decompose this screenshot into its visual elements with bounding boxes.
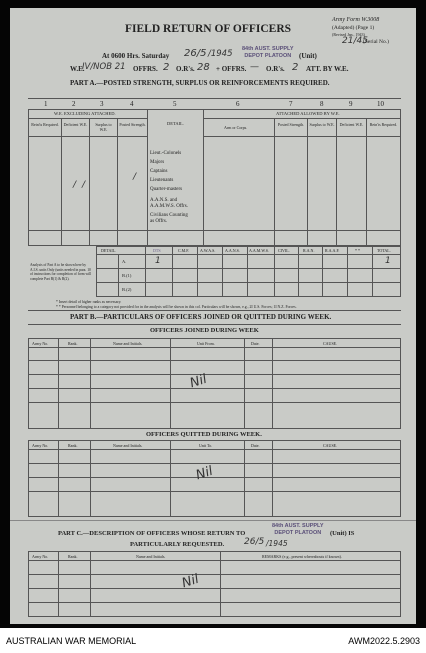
joined-colhdr-top — [28, 338, 401, 339]
joined-row — [28, 388, 401, 389]
subhdr-deficient: Deficient W.E. — [63, 122, 88, 127]
part-a-top-line — [28, 98, 401, 99]
col-number: 3 — [100, 100, 104, 108]
analysis-col — [222, 246, 223, 296]
col-sep — [117, 118, 118, 245]
part-c-colhdr-top — [28, 551, 401, 552]
analysis-hdr-raaf: R.A.A.F. — [325, 248, 340, 253]
form-title: FIELD RETURN OF OFFICERS — [125, 23, 292, 35]
subhdr-reints-r: Rein'ts Required. — [369, 122, 398, 127]
hw-analysis-dts: 1 — [155, 256, 161, 266]
unit-stamp-line-2: DEPOT PLATOON — [244, 52, 292, 59]
quitted-col-rank: Rank. — [68, 443, 78, 448]
quitted-col — [272, 440, 273, 516]
part-c-top — [10, 520, 416, 521]
analysis-hdr — [96, 254, 401, 255]
joined-col — [90, 338, 91, 428]
col-sep — [147, 109, 148, 245]
quitted-col — [244, 440, 245, 516]
analysis-col — [172, 246, 173, 296]
we-excluding-attached: W.E. EXCLUDING ATTACHED. — [54, 111, 116, 116]
subhdr-posted: Posted Strength. — [119, 122, 146, 127]
part-c-col — [28, 551, 29, 616]
serial-value: 21/45 — [342, 36, 368, 46]
analysis-row — [96, 282, 401, 283]
part-c-col-name: Name and Initials. — [136, 554, 166, 559]
joined-col — [170, 338, 171, 428]
joined-col-name: Name and Initials. — [113, 341, 143, 346]
part-a-sub-line-r — [203, 118, 401, 119]
joined-row — [28, 374, 401, 375]
joined-col-armyno: Army No. — [32, 341, 49, 346]
quitted-col-cause: CAUSE. — [323, 443, 338, 448]
analysis-hdr-total: TOTAL. — [377, 248, 391, 253]
quitted-col — [90, 440, 91, 516]
part-a-sub-line — [28, 118, 147, 119]
joined-heading: OFFICERS JOINED DURING WEEK — [150, 327, 259, 334]
part-c-stamp-line-2: DEPOT PLATOON — [274, 529, 322, 536]
joined-row — [28, 360, 401, 361]
rank-as-offrs: as Offrs. — [150, 219, 168, 224]
we-label: W.E. — [70, 65, 85, 73]
quitted-col-date: Date. — [251, 443, 260, 448]
analysis-hdr-aans: A.A.N.S. — [225, 248, 240, 253]
col-sep — [89, 118, 90, 245]
at-date: 26/5 — [184, 48, 207, 59]
ors-label: O.R's. — [176, 65, 195, 73]
ors-value-2: 2 — [292, 62, 299, 73]
offrs-label: OFFRS. — [133, 65, 158, 73]
offrs-value: 2 — [163, 62, 170, 73]
part-c-date: 26/5 — [244, 537, 265, 547]
joined-col — [272, 338, 273, 428]
part-c-stamp-line-1: 84th AUST. SUPPLY — [272, 523, 324, 529]
rank-captains: Captains — [150, 169, 168, 174]
analysis-hdr-other: * * — [355, 248, 360, 253]
analysis-bottom — [96, 296, 401, 297]
ors-label-2: O.R's. — [266, 65, 285, 73]
quitted-colhdr-top — [28, 440, 401, 441]
hw-posted: / — [133, 172, 137, 182]
col-number: 7 — [289, 100, 293, 108]
quitted-heading: OFFICERS QUITTED DURING WEEK. — [146, 431, 262, 438]
part-a-body-bottom — [28, 230, 401, 231]
subhdr-surplus: Surplus to W.E. — [95, 122, 112, 132]
part-c-heading-1: PART C.—DESCRIPTION OF OFFICERS WHOSE RETURN TO — [58, 530, 246, 537]
quitted-bottom — [28, 516, 401, 517]
col-number: 4 — [130, 100, 134, 108]
analysis-col — [372, 246, 373, 296]
part-c-col — [400, 551, 401, 616]
analysis-col — [197, 246, 198, 296]
analysis-hdr-civil: CIVIL. — [278, 248, 290, 253]
analysis-hdr-aamws: A.A.M.W.S. — [249, 248, 269, 253]
rank-lt-col: Lieut.-Colonels — [150, 151, 182, 156]
part-c-row — [28, 588, 401, 589]
joined-col-rank: Rank. — [68, 341, 78, 346]
quitted-col — [170, 440, 171, 516]
analysis-hdr-dts: DTS — [153, 248, 161, 253]
joined-col — [58, 338, 59, 428]
part-c-heading-2: PARTICULARLY REQUESTED. — [130, 541, 225, 548]
part-c-col-armyno: Army No. — [32, 554, 49, 559]
quitted-row — [28, 491, 401, 492]
col-sep — [28, 109, 29, 245]
footnote-2: * * Personnel belonging to a category not provided for in the analysis will be shown in this col. Particulars will be shown, e.g., 2I U.S. Forces; 1I N.Z. Forces. — [56, 305, 297, 309]
col-number: 1 — [44, 100, 48, 108]
footer-institution: AUSTRALIAN WAR MEMORIAL — [6, 636, 137, 646]
quitted-row — [28, 463, 401, 464]
archive-footer — [0, 628, 426, 653]
detail-header: DETAIL. — [167, 121, 185, 126]
analysis-col — [347, 246, 348, 296]
attached-allowed: ATTACHED ALLOWED BY W.E. — [276, 111, 340, 116]
part-c-row — [28, 602, 401, 603]
quitted-col — [28, 440, 29, 516]
quitted-col-armyno: Army No. — [32, 443, 49, 448]
col-sep — [61, 118, 62, 245]
part-c-year: /1945 — [266, 539, 288, 548]
joined-col — [400, 338, 401, 428]
plus-offrs-label: + OFFRS. — [216, 65, 247, 73]
part-c-bottom — [28, 616, 401, 617]
part-c-col-remarks: REMARKS (e.g., present whereabouts if known). — [262, 554, 342, 559]
joined-col — [28, 338, 29, 428]
plus-offrs-value: — — [250, 62, 259, 72]
part-a-heading: PART A.—POSTED STRENGTH, SURPLUS OR REINFORCEMENTS REQUIRED. — [70, 79, 330, 87]
att-label: ATT. BY W.E. — [306, 65, 349, 73]
part-c-col — [220, 551, 221, 616]
col-sep — [274, 118, 275, 245]
analysis-col — [298, 246, 299, 296]
quitted-nil: Nil — [194, 463, 215, 484]
part-c-row — [28, 574, 401, 575]
at-year: /1945 — [208, 49, 233, 59]
part-b-top — [28, 310, 401, 311]
col-sep — [366, 118, 367, 245]
rank-aamws: A.A.M.W.S. Offrs. — [150, 204, 188, 209]
at-line: At 0600 Hrs. Saturday — [102, 52, 170, 60]
form-note: (Adapted) (Page 1) — [332, 25, 375, 31]
subhdr-surplus-r: Surplus to W.E. — [309, 122, 335, 127]
part-c-col-rank: Rank. — [68, 554, 78, 559]
analysis-row-b1: B.(1) — [122, 273, 132, 278]
joined-heading-top — [28, 324, 401, 325]
analysis-row — [96, 268, 401, 269]
part-c-nil: Nil — [180, 571, 201, 592]
analysis-hdr-awas: A.W.A.S. — [200, 248, 216, 253]
subhdr-reints: Rein'ts Required. — [31, 122, 59, 127]
joined-col — [244, 338, 245, 428]
col-number: 2 — [72, 100, 76, 108]
analysis-col — [322, 246, 323, 296]
joined-bottom — [28, 428, 401, 429]
subhdr-deficient-r: Deficient W.E. — [339, 122, 364, 127]
part-a-hdr-line — [28, 109, 401, 110]
part-c-col — [90, 551, 91, 616]
col-sep — [400, 109, 401, 245]
part-a-colhdr-line — [28, 136, 147, 137]
analysis-row-b2: B.(2) — [122, 287, 132, 292]
subhdr-posted-r: Posted Strength. — [277, 122, 305, 127]
col-sep — [203, 109, 204, 245]
unit-stamp — [242, 46, 294, 59]
rank-majors: Majors — [150, 160, 165, 165]
part-c-col — [58, 551, 59, 616]
analysis-detail-split — [118, 254, 119, 296]
analysis-hdr-detail: DETAIL. — [101, 248, 117, 253]
rank-qm: Quarter-masters — [150, 187, 183, 192]
part-b-heading: PART B.—PARTICULARS OF OFFICERS JOINED OR QUITTED DURING WEEK. — [70, 313, 332, 321]
quitted-col-name: Name and Initials. — [113, 443, 143, 448]
hw-deficient: / — [73, 180, 77, 190]
col-number: 8 — [320, 100, 324, 108]
serial-label: (Serial No.) — [363, 39, 389, 45]
analysis-row-a: A. — [122, 259, 127, 264]
ors-value: 28 — [197, 62, 210, 73]
col-sep — [307, 118, 308, 245]
joined-nil: Nil — [188, 371, 209, 392]
part-a-colhdr-line-r — [203, 136, 401, 137]
analysis-hdr-ran: R.A.N. — [303, 248, 315, 253]
subhdr-arm-corps: Arm or Corps. — [224, 125, 248, 130]
col-number: 6 — [236, 100, 240, 108]
hw-analysis-total: 1 — [385, 256, 391, 266]
joined-col-date: Date. — [251, 341, 260, 346]
analysis-top — [96, 246, 401, 247]
part-c-colhdr-bottom — [28, 560, 401, 561]
analysis-col — [145, 246, 146, 296]
we-value: IV/NOB 21 — [82, 62, 126, 72]
rank-lieutenants: Lieutenants — [150, 178, 174, 183]
analysis-col — [274, 246, 275, 296]
footer-reference: AWM2022.5.2903 — [348, 636, 420, 646]
analysis-hdr-cmf: C.M.F. — [178, 248, 190, 253]
part-c-stamp — [272, 523, 324, 536]
quitted-col — [58, 440, 59, 516]
unit-stamp-line-1: 84th AUST. SUPPLY — [242, 46, 294, 52]
joined-col-unit: Unit From. — [197, 341, 215, 346]
col-number: 10 — [377, 100, 384, 108]
quitted-col-unit: Unit To. — [199, 443, 213, 448]
analysis-col — [96, 246, 97, 296]
joined-row — [28, 402, 401, 403]
analysis-col — [247, 246, 248, 296]
joined-colhdr-bottom — [28, 347, 401, 348]
analysis-note: Analysis of Part A to be shown here by A.I.S. units Only (units needed in para. 10 of instructions for completion of form will complete Part B(1) & B(2). — [30, 263, 92, 281]
joined-col-cause: CAUSE. — [323, 341, 338, 346]
quitted-colhdr-bottom — [28, 449, 401, 450]
unit-label: (Unit) — [299, 52, 317, 60]
quitted-col — [400, 440, 401, 516]
form-note-revised: (Revised Jan., 1943) — [332, 32, 365, 37]
part-c-heading-unit: (Unit) IS — [330, 530, 355, 537]
rank-civilians: Civilians Counting — [150, 213, 188, 218]
hw-surplus: / — [82, 180, 86, 190]
analysis-col — [400, 246, 401, 296]
form-sheet — [10, 8, 416, 624]
footnote-1: * Insert detail of higher ranks as necessary. — [56, 300, 122, 304]
col-sep — [336, 118, 337, 245]
col-number: 5 — [173, 100, 177, 108]
col-number: 9 — [349, 100, 353, 108]
rank-aans: A.A.N.S. and — [150, 198, 178, 203]
form-ref: Army Form W.3008 — [332, 17, 380, 23]
